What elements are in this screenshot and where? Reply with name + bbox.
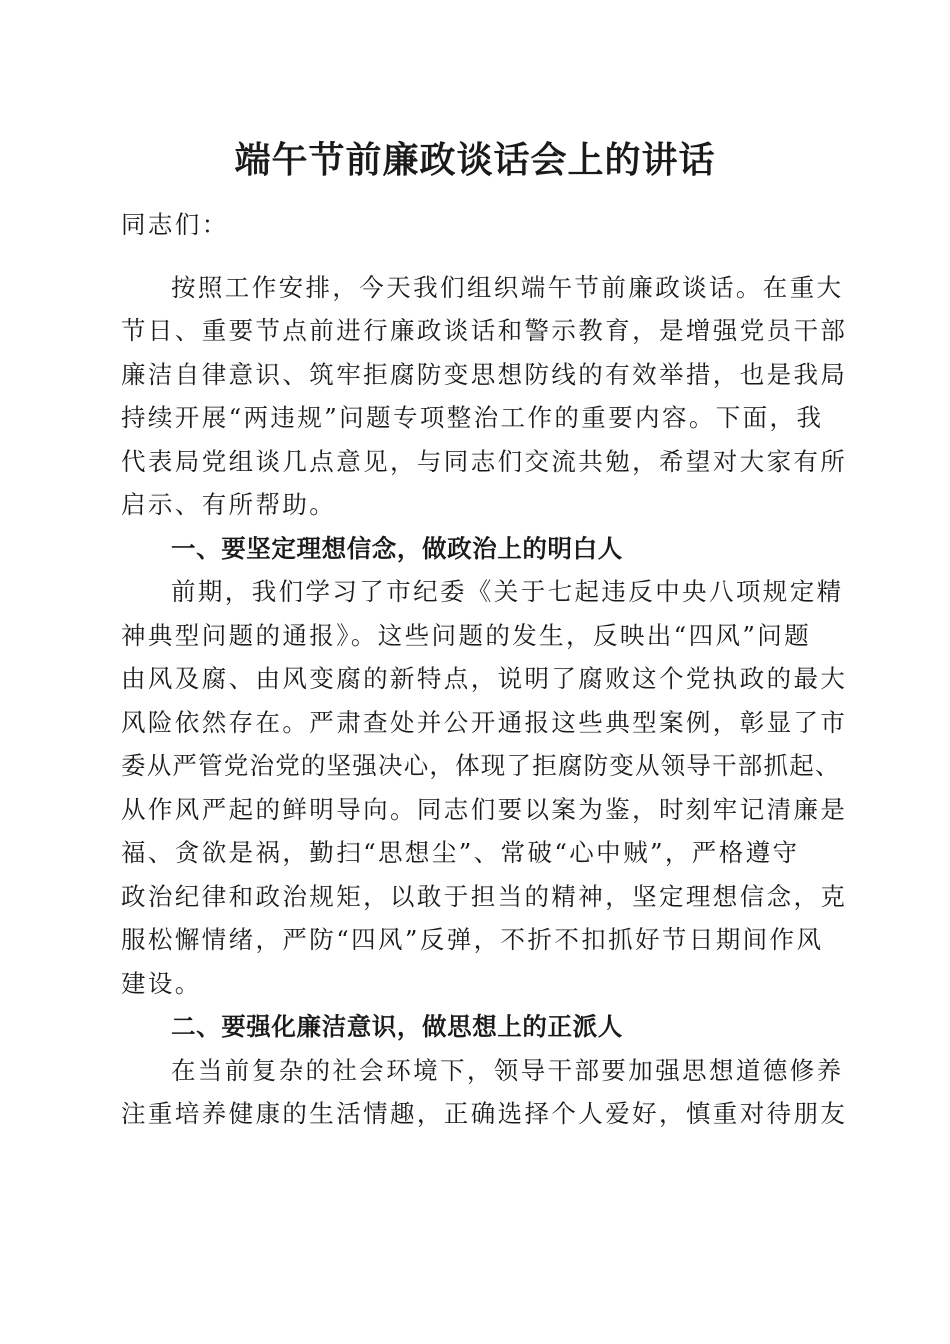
paragraph-line: 风险依然存在。严肃查处并公开通报这些典型案例，彰显了市 bbox=[121, 707, 848, 737]
document-body bbox=[121, 203, 848, 1136]
salutation: 同志们： bbox=[121, 210, 229, 239]
paragraph-line: 在当前复杂的社会环境下，领导干部要加强思想道德修养 bbox=[171, 1055, 844, 1085]
paragraph-line: 政治纪律和政治规矩，以敢于担当的精神，坚定理想信念，克 bbox=[121, 881, 848, 911]
paragraph-2 bbox=[121, 570, 848, 1005]
paragraph-line: 前期，我们学习了市纪委《关于七起违反中央八项规定精 bbox=[171, 577, 844, 606]
paragraph-line: 廉洁自律意识、筑牢拒腐防变思想防线的有效举措，也是我局 bbox=[121, 359, 848, 389]
paragraph-3 bbox=[121, 1049, 848, 1136]
paragraph-line: 神典型问题的通报》。这些问题的发生，反映出“四风”问题 bbox=[121, 620, 812, 650]
section-heading-1: 一、要坚定理想信念，做政治上的明白人 bbox=[171, 533, 623, 563]
paragraph-1 bbox=[121, 266, 848, 527]
paragraph-line: 持续开展“两违规”问题专项整治工作的重要内容。下面，我 bbox=[121, 403, 824, 432]
spacer bbox=[121, 247, 825, 266]
paragraph-line: 建设。 bbox=[121, 968, 202, 998]
paragraph-line: 启示、有所帮助。 bbox=[121, 490, 337, 519]
paragraph-line: 按照工作安排，今天我们组织端午节前廉政谈话。在重大 bbox=[171, 272, 844, 302]
paragraph-line: 从作风严起的鲜明导向。同志们要以案为鉴，时刻牢记清廉是 bbox=[121, 794, 848, 824]
paragraph-line: 节日、重要节点前进行廉政谈话和警示教育，是增强党员干部 bbox=[121, 316, 848, 345]
paragraph-line: 注重培养健康的生活情趣，正确选择个人爱好，慎重对待朋友 bbox=[121, 1099, 848, 1128]
document-title: 端午节前廉政谈话会上的讲话 bbox=[234, 139, 716, 181]
section-heading-2: 二、要强化廉洁意识，做思想上的正派人 bbox=[171, 1012, 623, 1041]
paragraph-line: 代表局党组谈几点意见，与同志们交流共勉，希望对大家有所 bbox=[121, 446, 848, 476]
paragraph-line: 委从严管党治党的坚强决心，体现了拒腐防变从领导干部抓起、 bbox=[121, 751, 841, 780]
paragraph-line: 服松懈情绪，严防“四风”反弹，不折不扣抓好节日期间作风 bbox=[121, 925, 824, 954]
paragraph-line: 福、贪欲是祸，勤扫“思想尘”、常破“心中贼”，严格遵守 bbox=[121, 838, 800, 867]
paragraph-line: 由风及腐、由风变腐的新特点，说明了腐败这个党执政的最大 bbox=[121, 664, 848, 693]
